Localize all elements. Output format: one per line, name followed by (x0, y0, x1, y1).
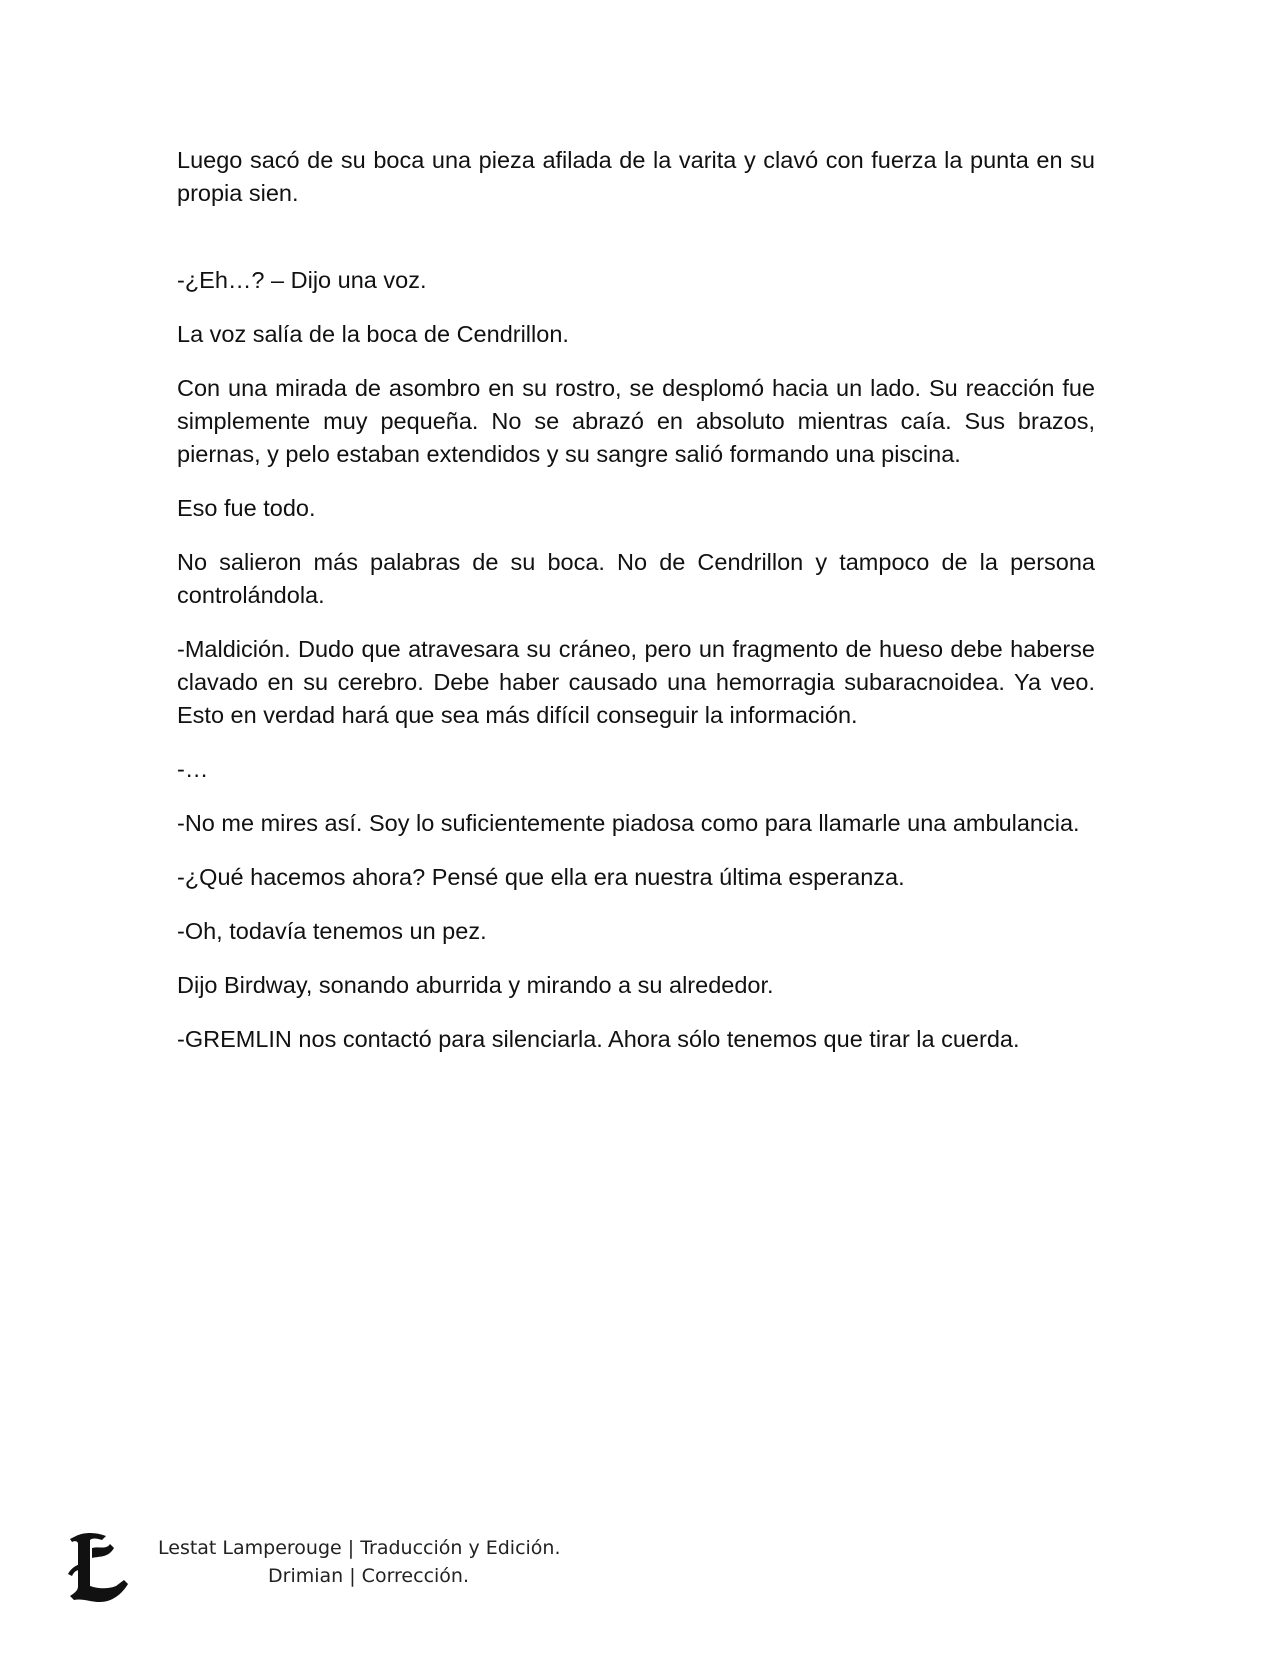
paragraph: Luego sacó de su boca una pieza afilada de la varita y clavó con fuerza la punta en su propia sien. (177, 147, 1095, 206)
paragraph: -¿Eh…? – Dijo una voz. (177, 267, 427, 293)
paragraph: Con una mirada de asombro en su rostro, se desplomó hacia un lado. Su reacción fue simplemente muy pequeña. No se abrazó en absoluto mientras caía. Sus brazos, piernas, y pelo estaban extendidos y su sangre salió formando una piscina. (177, 375, 1095, 467)
page-footer (60, 1530, 760, 1630)
paragraph: -¿Qué hacemos ahora? Pensé que ella era nuestra última esperanza. (177, 864, 905, 890)
credits-correction: Drimian | Corrección. (268, 1565, 470, 1587)
paragraph: Dijo Birdway, sonando aburrida y mirando a su alrededor. (177, 972, 774, 998)
credits (158, 1534, 561, 1590)
paragraph: -GREMLIN nos contactó para silenciarla. Ahora sólo tenemos que tirar la cuerda. (177, 1026, 1020, 1052)
gothic-l-logo-icon (66, 1530, 132, 1606)
paragraph: Eso fue todo. (177, 495, 316, 521)
paragraph: No salieron más palabras de su boca. No de Cendrillon y tampoco de la persona controlándola. (177, 549, 1095, 608)
paragraph: -No me mires así. Soy lo suficientemente piadosa como para llamarle una ambulancia. (177, 810, 1080, 836)
paragraph: -Oh, todavía tenemos un pez. (177, 918, 487, 944)
paragraph: -Maldición. Dudo que atravesara su cráneo, pero un fragmento de hueso debe haberse clavado en su cerebro. Debe haber causado una hemorragia subaracnoidea. Ya veo. Esto en verdad hará que sea más difícil conseguir la información. (177, 636, 1095, 728)
paragraph: -… (177, 756, 209, 782)
document-body (177, 144, 1095, 1077)
credits-translation: Lestat Lamperouge | Traducción y Edición. (158, 1537, 561, 1559)
paragraph: La voz salía de la boca de Cendrillon. (177, 321, 569, 347)
